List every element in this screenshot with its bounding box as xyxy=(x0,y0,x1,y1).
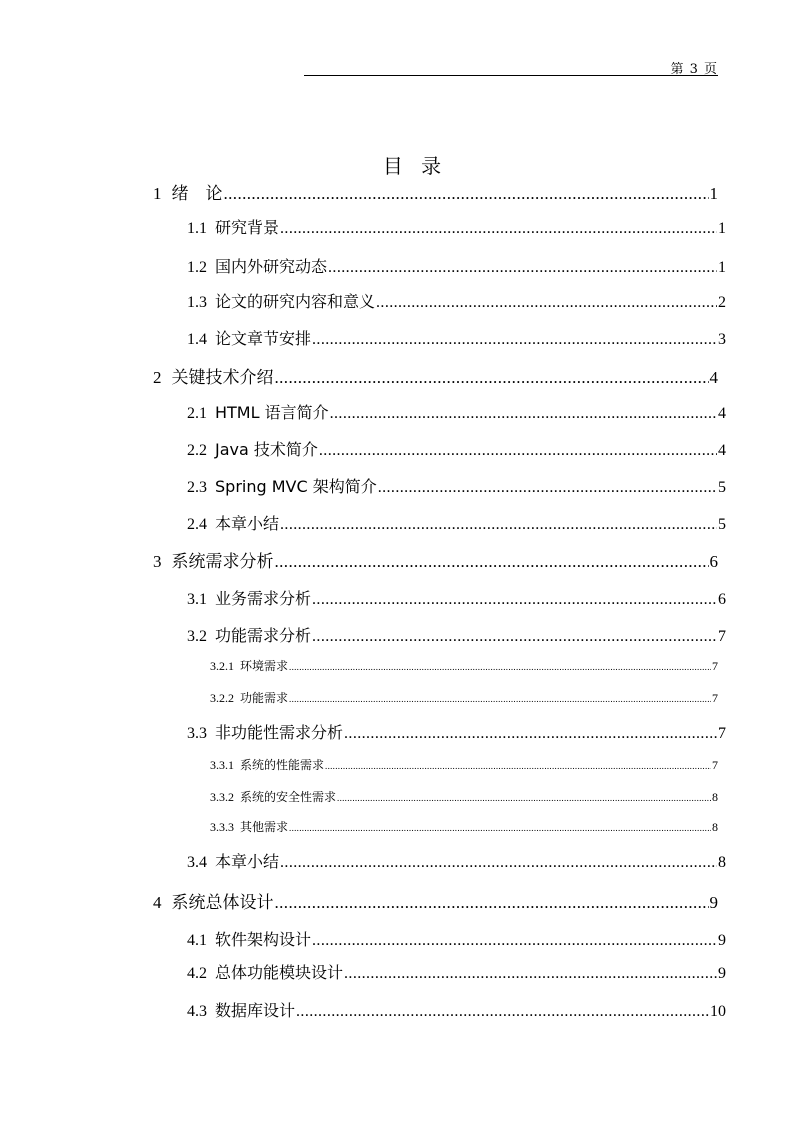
toc-leader-dots xyxy=(289,823,711,833)
toc-leader-dots xyxy=(330,405,717,423)
toc-leader-dots xyxy=(224,184,709,204)
toc-entry-title: 本章小结 xyxy=(215,852,280,871)
toc-entry-number: 1 xyxy=(153,184,162,203)
toc-entry-page: 7 xyxy=(712,758,718,772)
toc-entry xyxy=(187,289,726,312)
toc-entry-title: 环境需求 xyxy=(240,659,289,673)
toc-entry-label xyxy=(187,474,377,497)
toc-leader-dots xyxy=(319,442,717,460)
toc-leader-dots xyxy=(344,965,717,983)
toc-entry-number: 4.1 xyxy=(187,932,207,949)
toc-entry-page: 7 xyxy=(712,691,718,705)
toc-entry-title: 研究背景 xyxy=(215,218,280,237)
toc-entry-label xyxy=(210,788,336,805)
toc-entry-title: 系统的安全性需求 xyxy=(240,790,337,804)
toc-entry xyxy=(187,849,726,872)
toc-entry-title: 数据库设计 xyxy=(215,1001,296,1020)
toc-entry-number: 3.2.1 xyxy=(210,659,234,673)
toc-entry-title: 其他需求 xyxy=(240,820,289,834)
toc-entry-label xyxy=(187,400,329,423)
toc-entry xyxy=(187,326,726,349)
toc-entry-number: 3.2 xyxy=(187,628,207,645)
toc-leader-dots xyxy=(325,761,711,771)
toc-entry-page: 1 xyxy=(718,220,726,237)
toc-entry-label xyxy=(153,888,274,913)
toc-entry-title: 国内外研究动态 xyxy=(215,257,328,276)
toc-entry-title: 本章小结 xyxy=(215,514,280,533)
toc-entry-label xyxy=(187,720,343,743)
toc-leader-dots xyxy=(378,479,717,497)
toc-entry-page: 8 xyxy=(718,854,726,871)
toc-entry-page: 7 xyxy=(718,628,726,645)
toc-entry-page: 2 xyxy=(718,294,726,311)
toc-entry xyxy=(187,437,726,460)
toc-entry-number: 2 xyxy=(153,368,162,387)
toc-entry-page: 5 xyxy=(718,516,726,533)
toc-entry-number: 4.2 xyxy=(187,965,207,982)
toc-entry xyxy=(187,960,726,983)
toc-leader-dots xyxy=(328,259,717,277)
toc-leader-dots xyxy=(312,628,717,646)
toc-entry xyxy=(187,586,726,609)
toc-entry-number: 3.1 xyxy=(187,591,207,608)
toc-entry-label xyxy=(210,818,288,835)
toc-entry-page: 9 xyxy=(718,965,726,982)
toc-entry-number: 3.2.2 xyxy=(210,691,234,705)
toc-entry xyxy=(210,689,718,706)
toc-entry-label xyxy=(210,689,288,706)
toc-entry-page: 8 xyxy=(712,820,718,834)
toc-entry-number: 2.2 xyxy=(187,442,207,459)
toc-entry-label xyxy=(187,289,375,312)
toc-entry-title: 系统总体设计 xyxy=(171,893,274,913)
toc-entry-title: 业务需求分析 xyxy=(215,589,312,608)
toc-entry xyxy=(187,720,726,743)
toc-entry-label xyxy=(210,756,324,773)
page-header xyxy=(304,56,718,76)
toc-entry-label xyxy=(187,511,279,534)
toc-entry xyxy=(187,998,726,1021)
page-number: 第 3 页 xyxy=(670,62,718,77)
toc-entry-page: 8 xyxy=(712,790,718,804)
toc-leader-dots xyxy=(280,854,717,872)
toc-entry-number: 3 xyxy=(153,552,162,571)
toc-entry xyxy=(153,888,718,913)
toc-entry-title: 总体功能模块设计 xyxy=(215,963,344,982)
toc-leader-dots xyxy=(296,1003,709,1021)
toc-entry-label xyxy=(187,326,311,349)
toc-entry-label xyxy=(187,849,279,872)
toc-entry-page: 7 xyxy=(718,725,726,742)
toc-entry-number: 1.4 xyxy=(187,331,207,348)
toc-entry xyxy=(187,400,726,423)
toc-entry xyxy=(153,547,718,572)
toc-entry-label xyxy=(187,586,311,609)
toc-entry-label xyxy=(153,547,274,572)
toc-entry-title: 软件架构设计 xyxy=(215,930,312,949)
toc-entry xyxy=(187,511,726,534)
toc-entry-number: 1.3 xyxy=(187,294,207,311)
toc-entry-title: Spring MVC 架构简介 xyxy=(215,477,377,496)
toc-entry-number: 3.3.2 xyxy=(210,790,234,804)
toc-entry-page: 1 xyxy=(718,259,726,276)
header-rule xyxy=(304,75,718,76)
toc-entry xyxy=(210,657,718,674)
toc-title: 目 录 xyxy=(382,154,448,178)
toc-leader-dots xyxy=(280,516,717,534)
toc-entry xyxy=(187,623,726,646)
toc-entry-page: 1 xyxy=(709,184,718,203)
toc-entry xyxy=(187,254,726,277)
toc-entry-label xyxy=(187,254,327,277)
toc-entry-title: 系统的性能需求 xyxy=(240,758,325,772)
toc-entry-title: 非功能性需求分析 xyxy=(215,723,344,742)
toc-entry-page: 10 xyxy=(710,1003,726,1020)
toc-entry-number: 3.3 xyxy=(187,725,207,742)
toc-entry xyxy=(153,363,718,388)
toc-entry-title: 系统需求分析 xyxy=(171,552,274,572)
toc-leader-dots xyxy=(312,331,717,349)
toc-leader-dots xyxy=(280,220,717,238)
toc-entry xyxy=(210,756,718,773)
toc-leader-dots xyxy=(344,725,717,743)
toc-entry-label xyxy=(187,927,311,950)
toc-entry xyxy=(187,474,726,497)
toc-entry-title: HTML 语言简介 xyxy=(215,403,329,422)
toc-entry-page: 5 xyxy=(718,479,726,496)
toc-entry-title: 论文的研究内容和意义 xyxy=(215,292,376,311)
toc-entry-number: 2.3 xyxy=(187,479,207,496)
toc-entry xyxy=(187,927,726,950)
toc-entry-label xyxy=(187,215,279,238)
toc-entry-number: 2.4 xyxy=(187,516,207,533)
toc-entry-label xyxy=(153,179,223,204)
toc-entry-page: 6 xyxy=(718,591,726,608)
toc-leader-dots xyxy=(275,552,709,572)
toc-leader-dots xyxy=(337,793,711,803)
toc-leader-dots xyxy=(312,932,717,950)
toc-leader-dots xyxy=(289,694,711,704)
toc-entry xyxy=(153,179,718,204)
toc-entry-number: 3.4 xyxy=(187,854,207,871)
toc-entry-page: 4 xyxy=(718,405,726,422)
toc-entry-number: 3.3.1 xyxy=(210,758,234,772)
toc-entry-number: 3.3.3 xyxy=(210,820,234,834)
toc-entry-label xyxy=(187,998,295,1021)
toc-entry-label xyxy=(187,960,343,983)
toc-leader-dots xyxy=(275,368,709,388)
toc-entry-number: 4 xyxy=(153,893,162,912)
toc-entry-page: 9 xyxy=(718,932,726,949)
toc-entry-page: 4 xyxy=(709,368,718,387)
toc-entry xyxy=(187,215,726,238)
toc-entry-title: 论文章节安排 xyxy=(215,329,312,348)
toc-entry-page: 4 xyxy=(718,442,726,459)
toc-entry-page: 6 xyxy=(709,552,718,571)
toc-leader-dots xyxy=(376,294,717,312)
toc-entry-number: 1.1 xyxy=(187,220,207,237)
toc-entry-number: 1.2 xyxy=(187,259,207,276)
toc-entry-label xyxy=(210,657,288,674)
toc-entry-title: 绪 论 xyxy=(171,184,223,204)
toc-leader-dots xyxy=(289,662,711,672)
toc-entry-label xyxy=(187,623,311,646)
toc-entry xyxy=(210,788,718,805)
toc-entry-title: 功能需求 xyxy=(240,691,289,705)
toc-entry xyxy=(210,818,718,835)
toc-entry-page: 3 xyxy=(718,331,726,348)
toc-entry-page: 9 xyxy=(709,893,718,912)
toc-leader-dots xyxy=(312,591,717,609)
toc-entry-title: Java 技术简介 xyxy=(215,440,318,459)
toc-leader-dots xyxy=(275,893,709,913)
toc-entry-number: 4.3 xyxy=(187,1003,207,1020)
toc-entry-label xyxy=(187,437,318,460)
toc-entry-title: 功能需求分析 xyxy=(215,626,312,645)
toc-entry-number: 2.1 xyxy=(187,405,207,422)
toc-entry-title: 关键技术介绍 xyxy=(171,368,274,388)
toc-entry-page: 7 xyxy=(712,659,718,673)
toc-entry-label xyxy=(153,363,274,388)
